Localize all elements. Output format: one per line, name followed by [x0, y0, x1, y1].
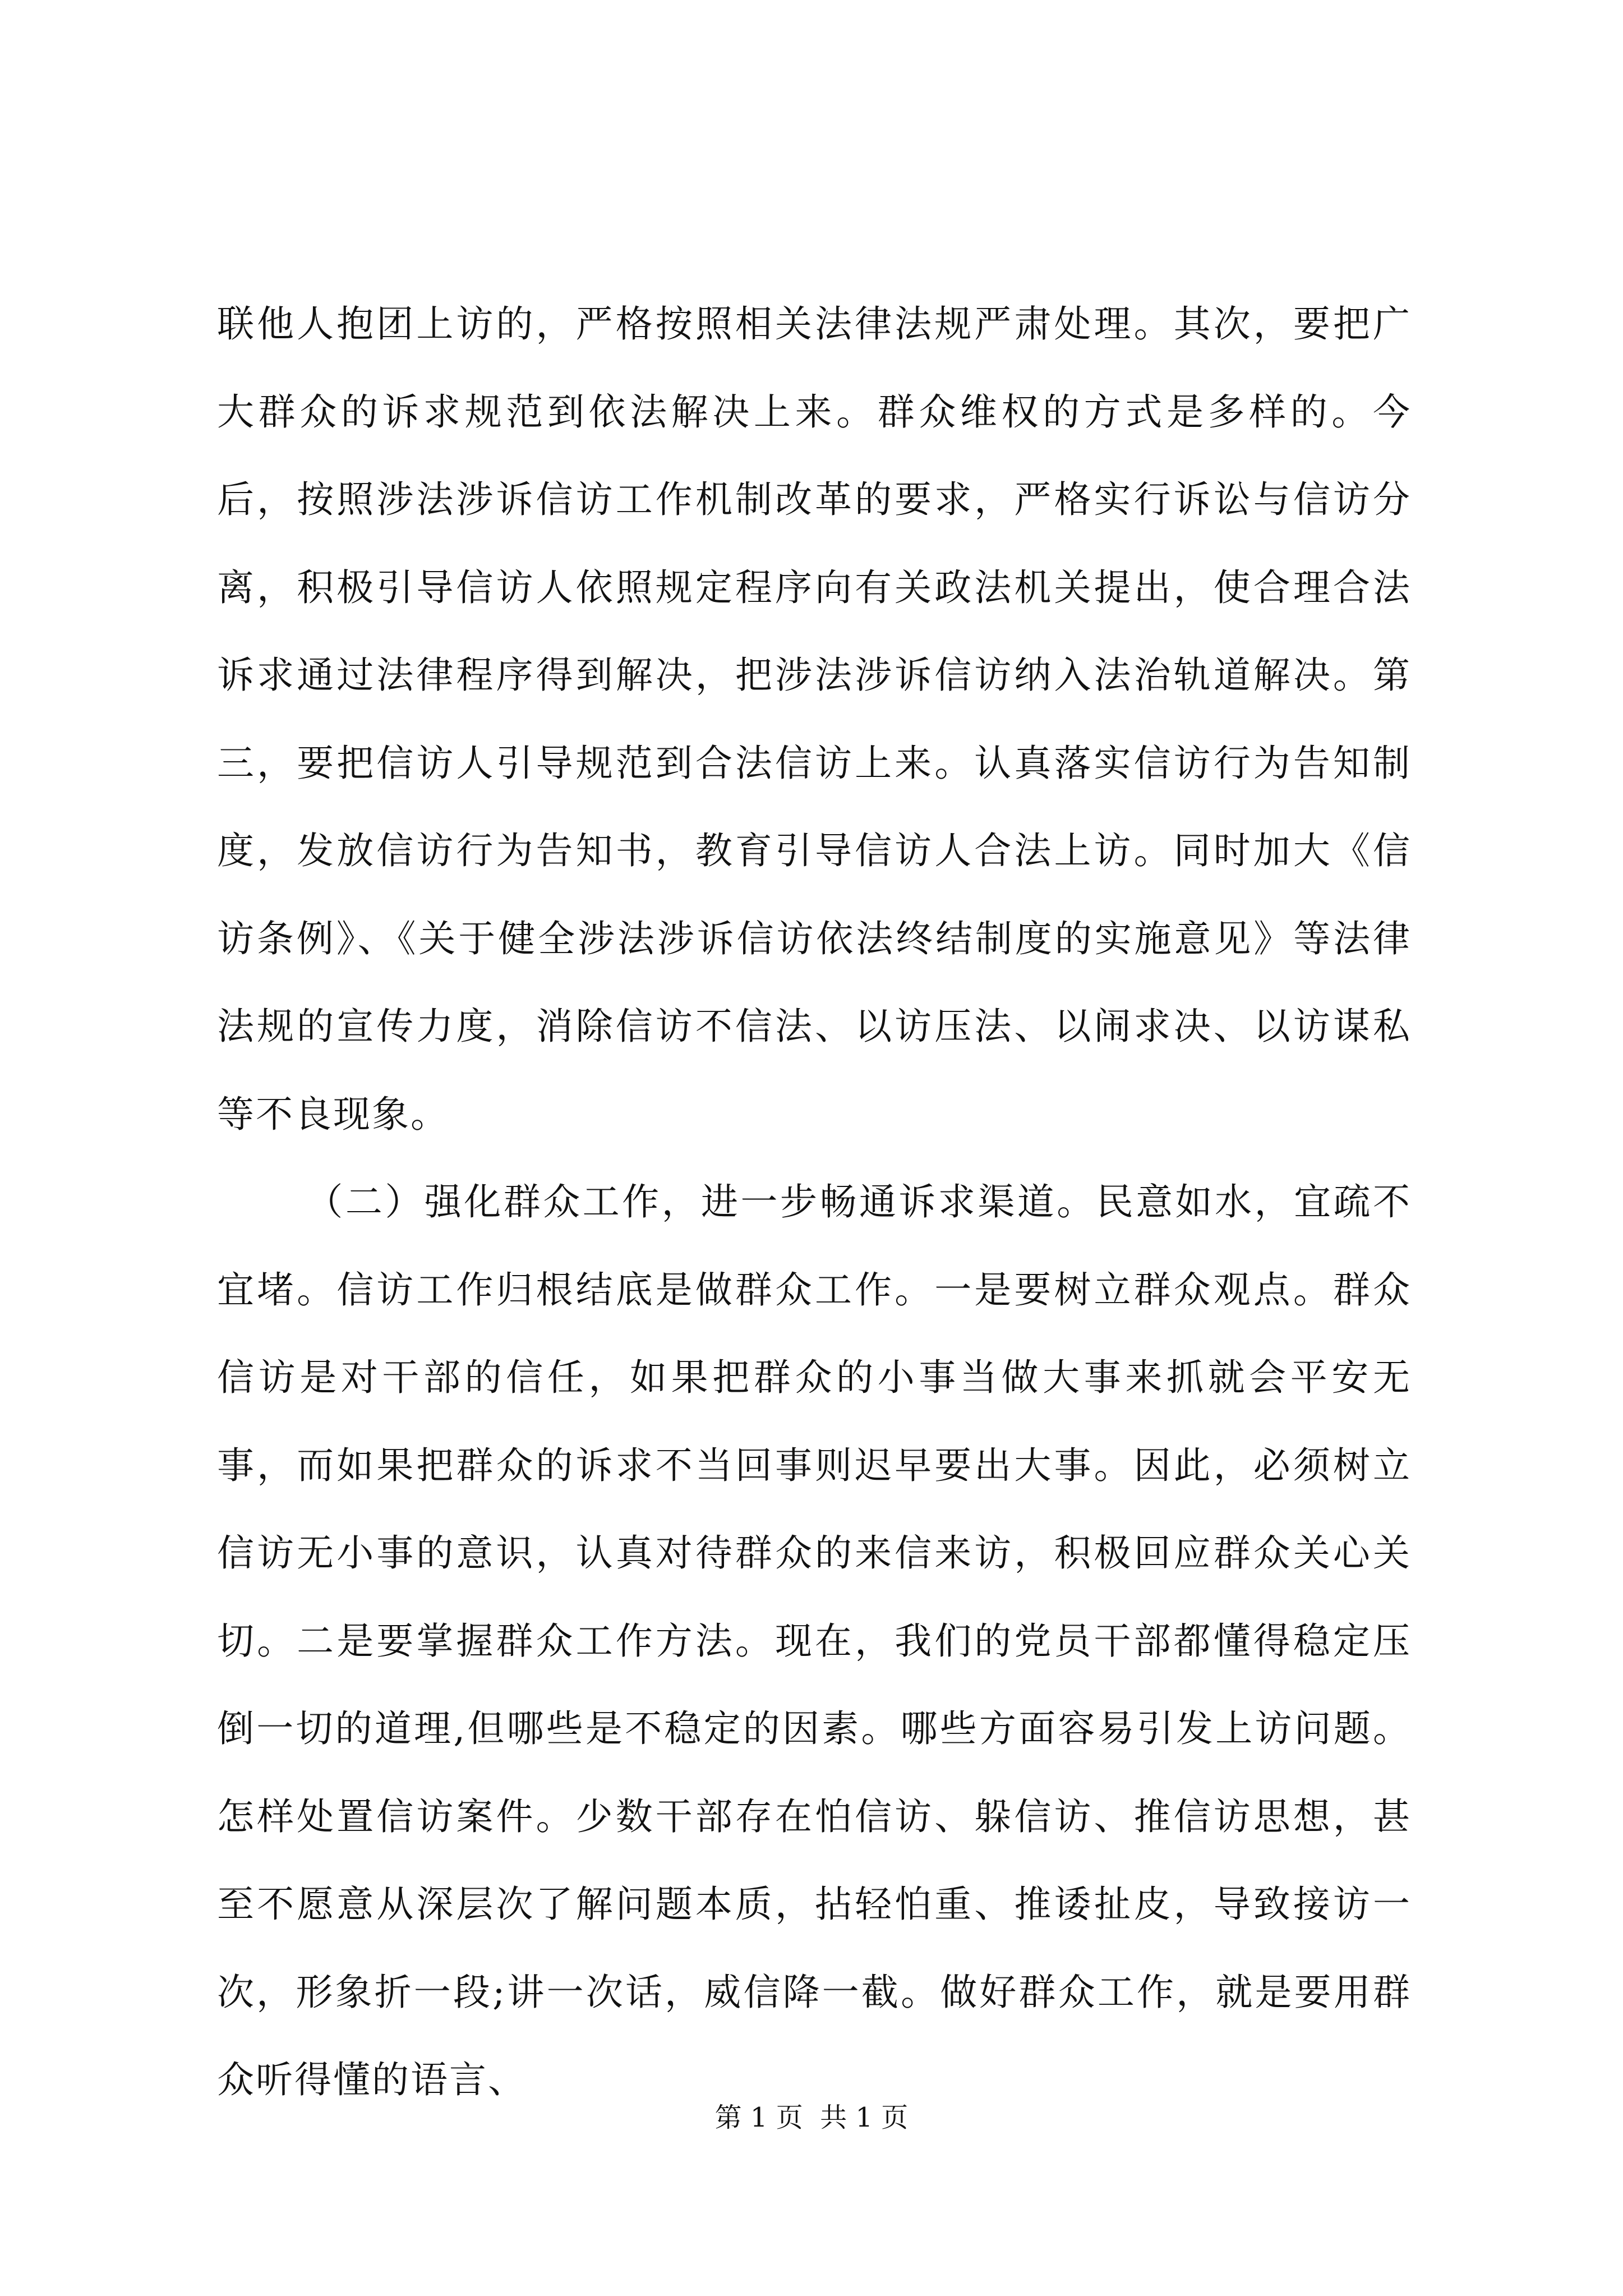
page-footer — [0, 2101, 1623, 2134]
document-body — [217, 280, 1412, 2124]
paragraph-continuation: 联他人抱团上访的，严格按照相关法律法规严肃处理。其次，要把广大群众的诉求规范到依法解决上来。群众维权的方式是多样的。今后，按照涉法涉诉信访工作机制改革的要求，严格实行诉讼与信访分离，积极引导信访人依照规定程序向有关政法机关提出，使合理合法诉求通过法律程序得到解决，把涉法涉诉信访纳入法治轨道解决。第三，要把信访人引导规范到合法信访上来。认真落实信访行为告知制度，发放信访行为告知书，教育引导信访人合法上访。同时加大《信访条例》、《关于健全涉法涉诉信访依法终结制度的实施意见》等法律法规的宣传力度，消除信访不信法、以访压法、以闹求决、以访谋私等不良现象。 — [217, 302, 1412, 1136]
page-number-label: 第 1 页 共 1 页 — [714, 2102, 909, 2133]
paragraph-section-two: （二）强化群众工作，进一步畅通诉求渠道。民意如水，宜疏不宜堵。信访工作归根结底是做群众工作。一是要树立群众观点。群众信访是对干部的信任，如果把群众的小事当做大事来抓就会平安无事，而如果把群众的诉求不当回事则迟早要出大事。因此，必须树立信访无小事的意识，认真对待群众的来信来访，积极回应群众关心关切。二是要掌握群众工作方法。现在，我们的党员干部都懂得稳定压倒一切的道理,但哪些是不稳定的因素。哪些方面容易引发上访问题。怎样处置信访案件。少数干部存在怕信访、躲信访、推信访思想，甚至不愿意从深层次了解问题本质，拈轻怕重、推诿扯皮，导致接访一次，形象折一段;讲一次话，威信降一截。做好群众工作，就是要用群众听得懂的语言、 — [217, 1180, 1412, 2101]
